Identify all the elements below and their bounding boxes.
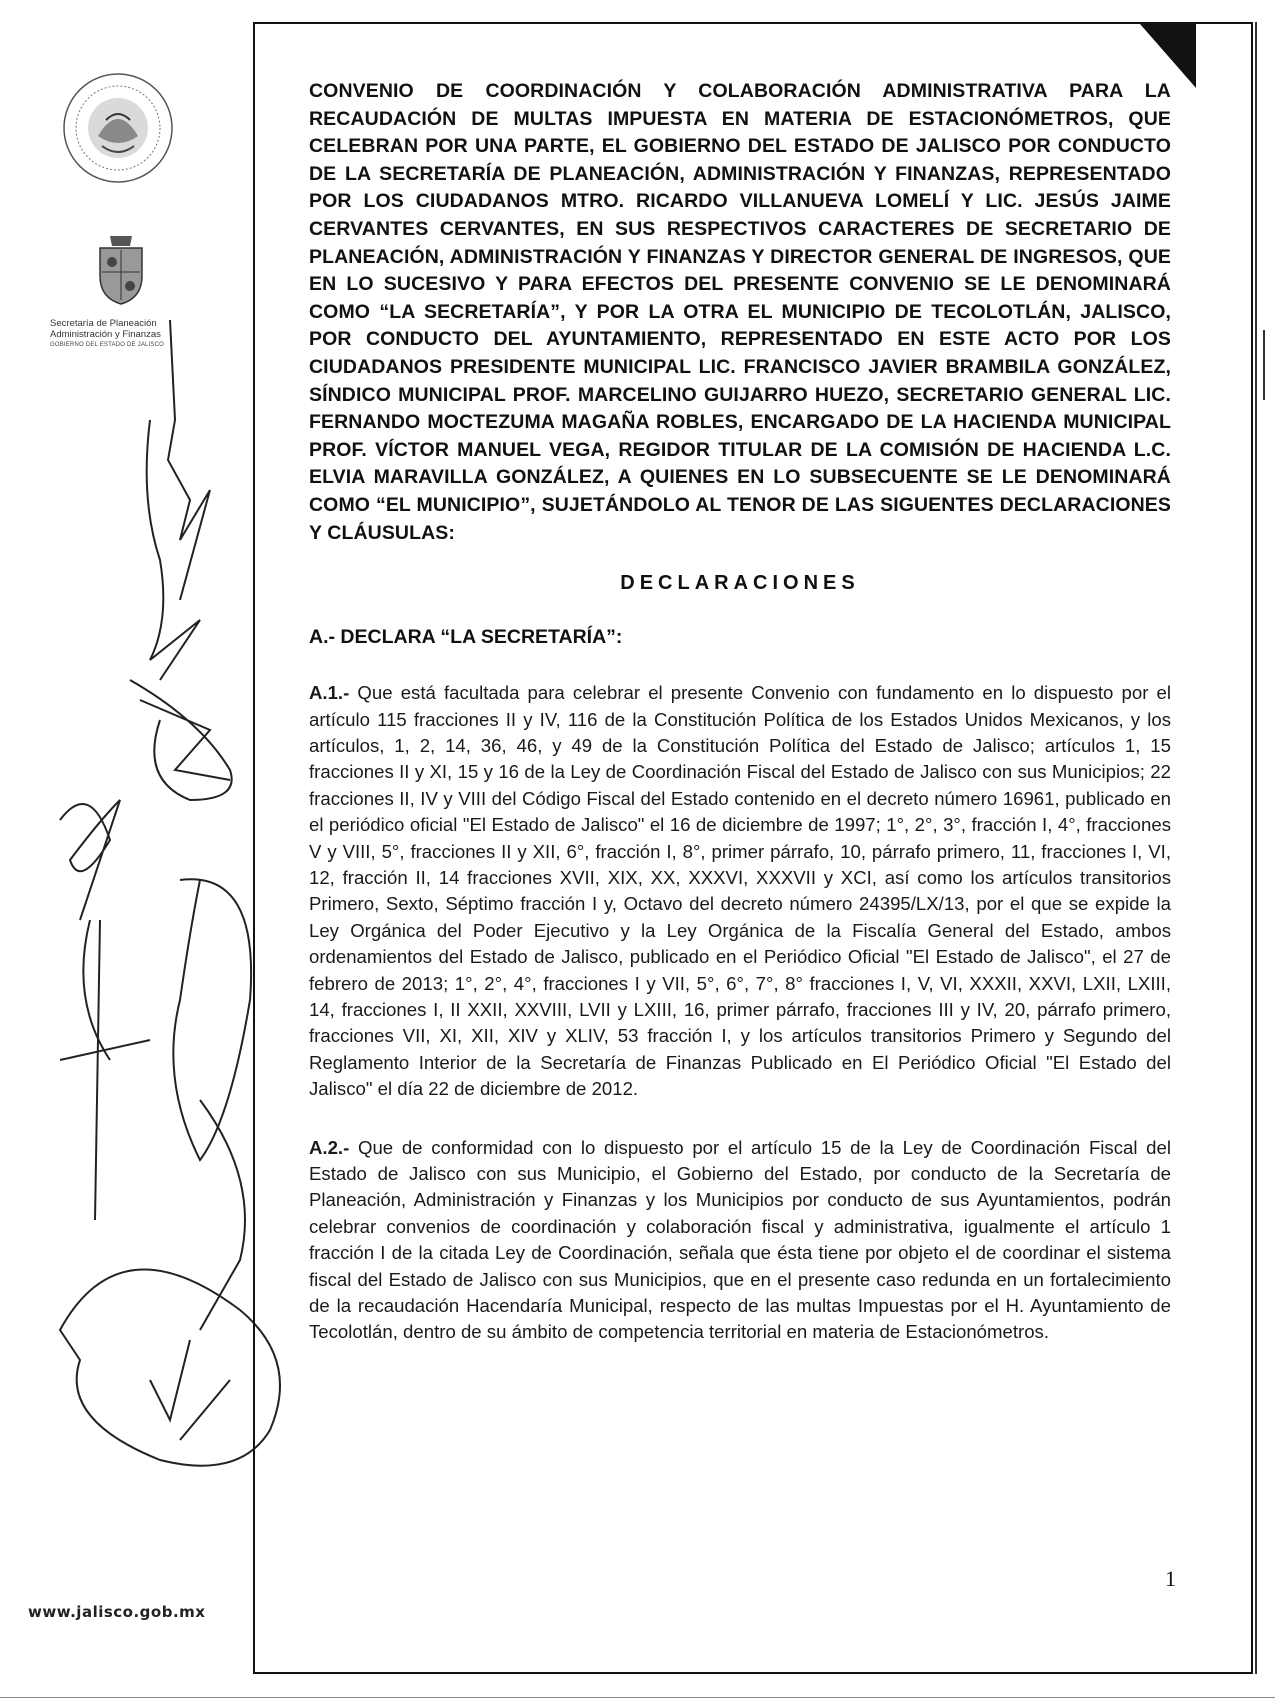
clause-a1: [309, 680, 1171, 1103]
signature-3: [140, 700, 230, 780]
signature-8: [83, 920, 110, 1060]
clause-a1-label: A.1.-: [309, 682, 350, 704]
clause-a1-text: Que está facultada para celebrar el presente Convenio con fundamento en lo dispuesto por el artículo 115 fracciones II y IV, 116 de la Constitución Política de los Estados Unidos Mexicanos, y los artículos, 1, 2, 14, 36, 46, y 49 de la Constitución Política del Estado de Jalisco; artículos 1, 15 fracciones II y XI, 15 y 16 de la Ley de Coordinación Fiscal del Estado de Jalisco con sus Municipios; 22 fracciones II, IV y VIII del Código Fiscal del Estado contenido en el decreto número 16961, publicado en el periódico oficial "El Estado de Jalisco" el 16 de diciembre de 1997; 1°, 2°, 3°, fracción I, 4°, fracciones V y VIII, 5°, fracciones II y XII, 6°, fracción I, 8°, primer párrafo, 10, párrafo primero, 11, fracciones I, VI, 12, fracción II, 14 fracciones XVII, XIX, XX, XXXVI, XXXVII y XCI, así como los artículos transitorios Primero, Sexto, Séptimo fracción I y, Octavo del decreto número 24395/LX/13, por el que se expide la Ley Orgánica del Poder Ejecutivo y la Ley Orgánica de la Fiscalía General del Estado, ambos ordenamientos del Estado de Jalisco, publicado en el Periódico Oficial "El Estado de Jalisco", el 27 de febrero de 2013; 1°, 2°, 4°, fracciones I y VII, 5°, 6°, 7°, 8° fracciones I, V, VI, XXXII, XXVI, LXII, LXIII, 14, fracciones I, II XXII, XXVIII, LVII y LXIII, 16, primer párrafo, fracciones III y IV, 20, párrafo primero, fracciones VII, XI, XII, XIV y XLIV, 53 fracción I, y los artículos transitorios Primero y Segundo del Reglamento Interior de la Secretaría de Finanzas Publicado en El Periódico Oficial "El Estado del Jalisco" el día 22 de diciembre de 2012.: [309, 682, 1171, 1100]
frame-shadow-line: [1249, 22, 1257, 1674]
signature-9: [60, 1270, 280, 1466]
signature-12: [200, 1100, 245, 1330]
left-margin: [0, 0, 250, 1705]
website-url: www.jalisco.gob.mx: [28, 1603, 206, 1621]
subsection-heading: A.- DECLARA “LA SECRETARÍA”:: [309, 626, 623, 649]
signature-5: [60, 800, 120, 920]
signature-7: [60, 920, 150, 1220]
clause-a2-text: Que de conformidad con lo dispuesto por el artículo 15 de la Ley de Coordinación Fiscal del Estado de Jalisco con sus Municipio, el Gobierno del Estado, por conducto de la Secretaría de Planeación, Administración y Finanzas y los Municipios por conducto de sus Ayuntamientos, podrán celebrar convenios de coordinación y colaboración fiscal y administrativa, igualmente el artículo 1 fracción I de la citada Ley de Coordinación, señala que ésta tiene por objeto el de coordinar el sistema fiscal del Estado de Jalisco con sus Municipios, que en el presente caso redunda en un fortalecimiento de la recaudación Hacendaría Municipal, respecto de las multas Impuestas por el H. Ayuntamiento de Tecolotlán, dentro de su ámbito de competencia territorial en materia de Estacionómetros.: [309, 1136, 1171, 1343]
signature-11: [180, 1380, 230, 1440]
document-content: [309, 78, 1171, 1346]
page-number: 1: [1165, 1566, 1176, 1591]
signature-2: [147, 420, 200, 680]
agency-line-2: Administración y Finanzas: [50, 329, 161, 340]
signature-4: [130, 680, 232, 800]
clause-a2: [309, 1135, 1171, 1346]
bottom-rule: [0, 1697, 1275, 1698]
section-heading: DECLARACIONES: [620, 572, 860, 595]
document-title: CONVENIO DE COORDINACIÓN Y COLABORACIÓN ADMINISTRATIVA PARA LA RECAUDACIÓN DE MULTAS IMPUESTA EN MATERIA DE ESTACIONÓMETROS, QUE CELEBRAN POR UNA PARTE, EL GOBIERNO DEL ESTADO DE JALISCO POR CONDUCTO DE LA SECRETARÍA DE PLANEACIÓN, ADMINISTRACIÓN Y FINANZAS, REPRESENTADO POR LOS CIUDADANOS MTRO. RICARDO VILLANUEVA LOMELÍ Y LIC. JESÚS JAIME CERVANTES CERVANTES, EN SUS RESPECTIVOS CARACTERES DE SECRETARIO DE PLANEACIÓN, ADMINISTRACIÓN Y FINANZAS Y DIRECTOR GENERAL DE INGRESOS, QUE EN LO SUCESIVO Y PARA EFECTOS DEL PRESENTE CONVENIO SE LE DENOMINARÁ COMO “LA SECRETARÍA”, Y POR LA OTRA EL MUNICIPIO DE TECOLOTLÁN, JALISCO, POR CONDUCTO DEL AYUNTAMIENTO, REPRESENTADO EN ESTE ACTO POR LOS CIUDADANOS PRESIDENTE MUNICIPAL LIC. FRANCISCO JAVIER BRAMBILA GONZÁLEZ, SÍNDICO MUNICIPAL PROF. MARCELINO GUIJARRO HUEZO, SECRETARIO GENERAL LIC. FERNANDO MOCTEZUMA MAGAÑA ROBLES, ENCARGADO DE LA HACIENDA MUNICIPAL PROF. VÍCTOR MANUEL VEGA, REGIDOR TITULAR DE LA COMISIÓN DE HACIENDA L.C. ELVIA MARAVILLA GONZÁLEZ, A QUIENES EN LO SUBSECUENTE SE LE DENOMINARÁ COMO “EL MUNICIPIO”, SUJETÁNDOLO AL TENOR DE LAS SIGUENTES DECLARACIONES Y CLÁUSULAS:: [309, 80, 1171, 544]
clause-a2-label: A.2.-: [309, 1136, 350, 1158]
edge-mark: [1262, 330, 1266, 400]
signature-1: [168, 320, 210, 600]
mexico-national-seal-icon: [62, 72, 174, 184]
agency-line-3: GOBIERNO DEL ESTADO DE JALISCO: [50, 342, 165, 348]
jalisco-coat-of-arms-icon: [92, 232, 150, 306]
agency-line-1: Secretaría de Planeación: [50, 318, 157, 329]
signature-10: [150, 1340, 190, 1420]
